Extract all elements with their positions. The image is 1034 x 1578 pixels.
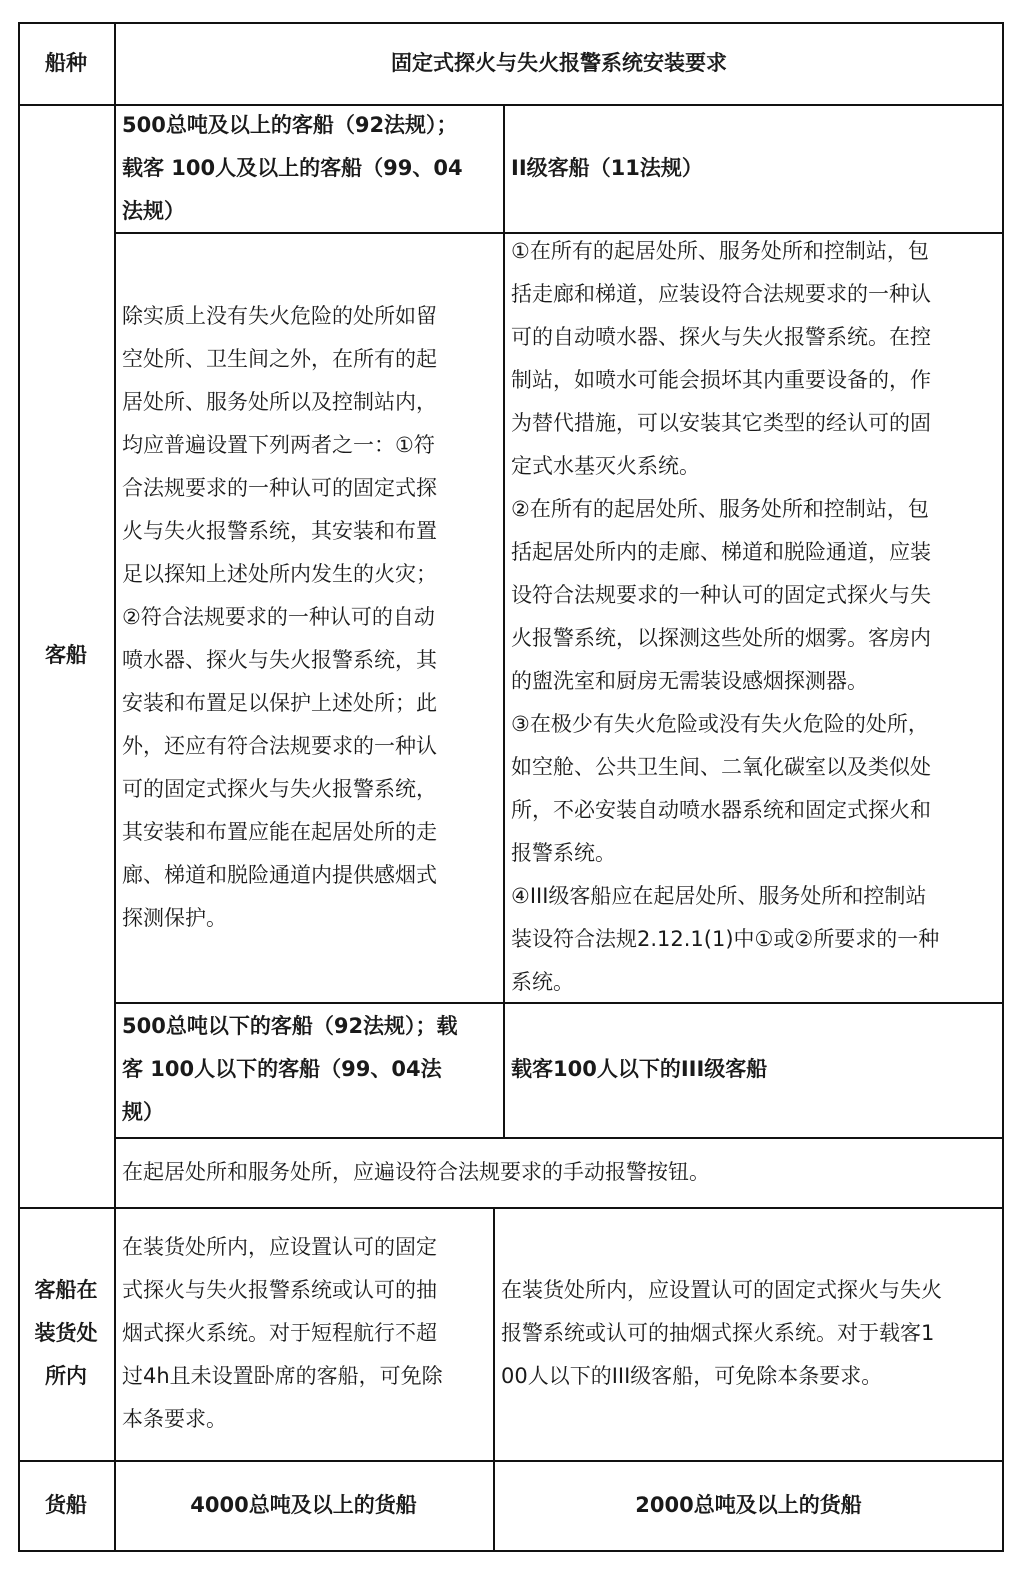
manual-alarm-requirement: 在起居处所和服务处所，应遍设符合法规要求的手动报警按钮。 [122,1159,710,1184]
cargo-ship-label: 货船 [45,1492,87,1517]
cargo-space-label: 客船在 装货处 所内 [34,1278,98,1388]
header-requirements: 固定式探火与失火报警系统安装要求 [391,50,727,75]
cargo-ship-right: 2000总吨及以上的货船 [635,1492,862,1517]
cargo-space-requirement-left: 在装货处所内，应设置认可的固定 式探火与失火报警系统或认可的抽 烟式探火系统。对于短程航行不超 过4h且未设置卧席的客船，可免除 本条要求。 [122,1235,443,1431]
class-ii-requirement: ①在所有的起居处所、服务处所和控制站，包 括走廊和梯道，应装设符合法规要求的一种认 可的自动喷水器、探火与失火报警系统。在控 制站，如喷水可能会损坏其内重要设备的，作 为替代措施，可以安装其它类型的经认可的固 定式水基灭火系统。 ②在所有的起居处所、服务处所和控制站，包 括起居处所内的走廊、梯道和脱险通道，应装 设符合法规要求的一种认可的固定式探火与失 火报警系统，以探测这些处所的烟雾。客房内 的盥洗室和厨房无需装设感烟探测器。 ③在极少有失火危险或没有失火危险的处所， 如空舱、公共卫生间、二氧化碳室以及类似处 所，不必安装自动喷水器系统和固定式探火和 报警系统。 ④III级客船应在起居处所、服务处所和控制站 装设符合法规2.12.1(1)中①或②所要求的一种 系统。 [511,239,940,994]
requirements-table [18,22,1004,1552]
class-ii-category: II级客船（11法规） [511,155,703,180]
cargo-space-requirement-right: 在装货处所内，应设置认可的固定式探火与失火 报警系统或认可的抽烟式探火系统。对于载客1 00人以下的III级客船，可免除本条要求。 [501,1278,942,1388]
passenger-ship-label: 客船 [45,643,87,667]
cargo-ship-left: 4000总吨及以上的货船 [190,1492,417,1517]
passenger-large-category: 500总吨及以上的客船（92法规）； 载客 100人及以上的客船（99、04 法规） [122,112,463,223]
header-ship-type: 船种 [45,50,87,75]
passenger-small-category: 500总吨以下的客船（92法规）；载 客 100人以下的客船（99、04法 规） [122,1014,458,1124]
table-border-bottom [18,1550,1004,1552]
passenger-large-requirement: 除实质上没有失火危险的处所如留 空处所、卫生间之外，在所有的起 居处所、服务处所以及控制站内， 均应普遍设置下列两者之一：①符 合法规要求的一种认可的固定式探 火与失火报警系统，其安装和布置 足以探知上述处所内发生的火灾； ②符合法规要求的一种认可的自动 喷水器、探火与失火报警系统，其 安装和布置足以保护上述处所；此 外，还应有符合法规要求的一种认 可的固定式探火与失火报警系统， 其安装和布置应能在起居处所的走 廊、梯道和脱险通道内提供感烟式 探测保护。 [122,303,437,930]
class-iii-category: 载客100人以下的III级客船 [511,1057,768,1081]
